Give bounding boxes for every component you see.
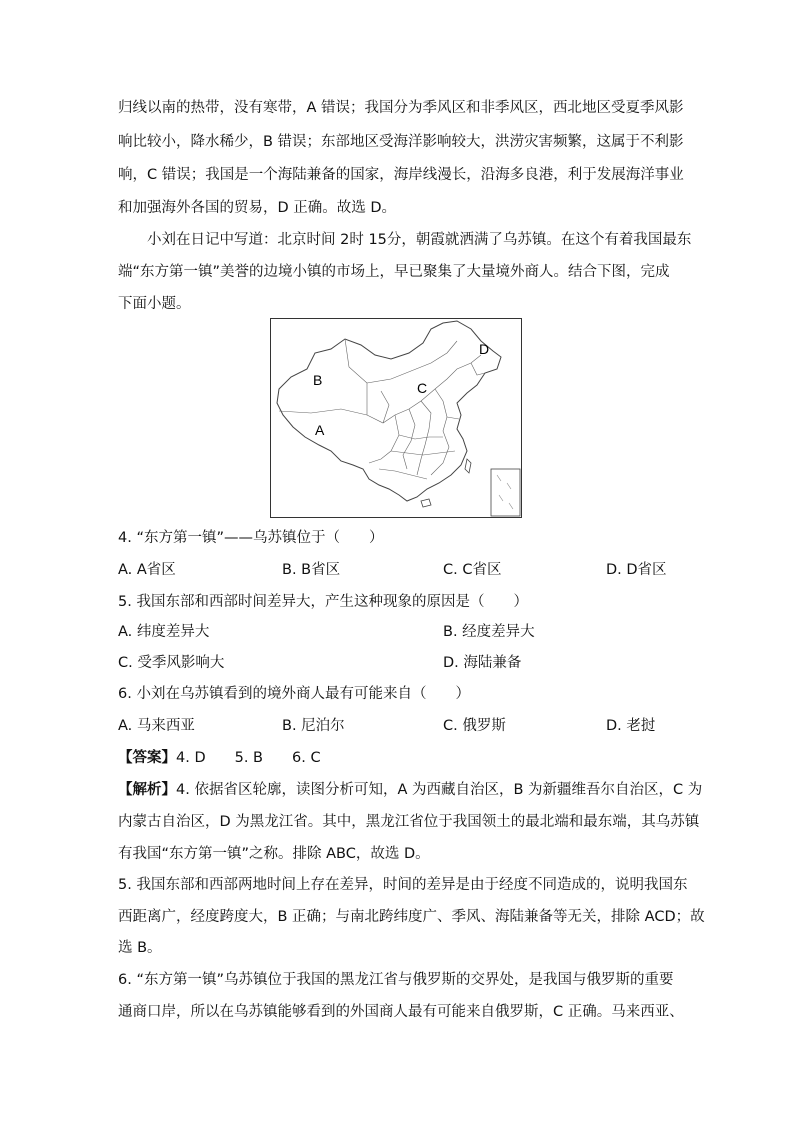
- analysis-line-3: 有我国“东方第一镇”之称。排除 ABC，故选 D。: [118, 846, 430, 862]
- analysis-line-2: 内蒙古自治区，D 为黑龙江省。其中，黑龙江省位于我国领土的最北端和最东端，其乌苏镇: [118, 814, 700, 830]
- analysis-line-4: 5. 我国东部和西部两地时间上存在差异，时间的差异是由于经度不同造成的，说明我国东: [118, 877, 688, 893]
- answer-text: 4. D 5. B 6. C: [176, 750, 321, 766]
- analysis-line-8: 通商口岸，所以在乌苏镇能够看到的外国商人最有可能来自俄罗斯，C 正确。马来西亚、: [118, 1004, 684, 1020]
- analysis-line-1: [118, 780, 702, 800]
- question-4-stem: 4. “东方第一镇”——乌苏镇位于（ ）: [118, 530, 384, 546]
- map-label-c: C: [417, 380, 428, 396]
- carry-over-line-1: 归线以南的热带，没有寒带，A 错误；我国分为季风区和非季风区，西北地区受夏季风影: [118, 100, 684, 116]
- answer-label: 【答案】: [118, 750, 176, 766]
- map-label-a: A: [315, 422, 325, 438]
- map-label-d: D: [479, 341, 490, 357]
- china-outline-map: [271, 319, 521, 517]
- analysis-line-6: 选 B。: [118, 940, 162, 956]
- question-6-stem: 6. 小刘在乌苏镇看到的境外商人最有可能来自（ ）: [118, 686, 470, 702]
- question-4-option-c: C. C省区: [443, 562, 502, 578]
- analysis-first-line: 4. 依据省区轮廓，读图分析可知，A 为西藏自治区，B 为新疆维吾尔自治区，C 为: [176, 782, 703, 798]
- analysis-label: 【解析】: [118, 782, 176, 798]
- carry-over-line-3: 响，C 错误；我国是一个海陆兼备的国家，海岸线漫长，沿海多良港，利于发展海洋事业: [118, 167, 684, 183]
- question-6-option-c: C. 俄罗斯: [443, 718, 506, 734]
- question-4-option-a: A. A省区: [118, 562, 176, 578]
- question-6-option-b: B. 尼泊尔: [282, 718, 345, 734]
- question-5-option-b: B. 经度差异大: [443, 624, 535, 640]
- answer-line: [118, 748, 321, 768]
- question-4-option-d: D. D省区: [606, 562, 667, 578]
- question-5-option-a: A. 纬度差异大: [118, 624, 210, 640]
- passage-line-1: 小刘在日记中写道：北京时间 2时 15分，朝霞就洒满了乌苏镇。在这个有着我国最东: [147, 232, 692, 248]
- analysis-line-7: 6. “东方第一镇”乌苏镇位于我国的黑龙江省与俄罗斯的交界处，是我国与俄罗斯的重要: [118, 972, 674, 988]
- question-5-stem: 5. 我国东部和西部时间差异大，产生这种现象的原因是（ ）: [118, 594, 528, 610]
- question-4-option-b: B. B省区: [282, 562, 341, 578]
- question-5-option-c: C. 受季风影响大: [118, 655, 225, 671]
- question-5-option-d: D. 海陆兼备: [443, 655, 522, 671]
- passage-line-3: 下面小题。: [118, 296, 191, 312]
- map-label-b: B: [313, 372, 323, 388]
- carry-over-line-2: 响比较小，降水稀少，B 错误；东部地区受海洋影响较大，洪涝灾害频繁，这属于不利影: [118, 134, 684, 150]
- china-outline: [277, 321, 501, 501]
- passage-line-2: 端“东方第一镇”美誉的边境小镇的市场上，早已聚集了大量境外商人。结合下图，完成: [118, 264, 670, 280]
- analysis-line-5: 西距离广，经度跨度大，B 正确；与南北跨纬度广、季风、海陆兼备等无关，排除 ACD；故: [118, 909, 705, 925]
- question-6-option-a: A. 马来西亚: [118, 718, 195, 734]
- carry-over-line-4: 和加强海外各国的贸易，D 正确。故选 D。: [118, 200, 397, 216]
- question-6-option-d: D. 老挝: [606, 718, 656, 734]
- china-map-figure: [270, 318, 522, 518]
